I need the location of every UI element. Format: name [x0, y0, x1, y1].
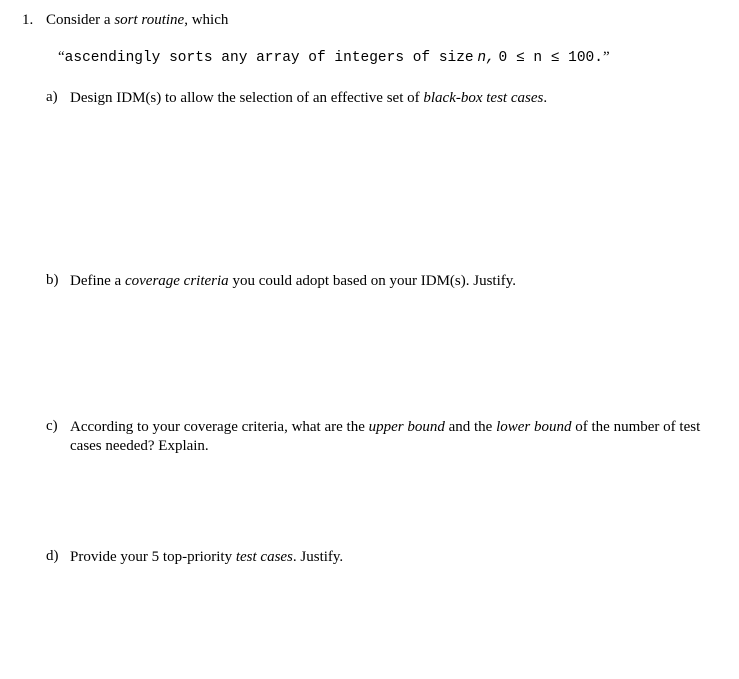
part-d-label: d) — [46, 548, 59, 564]
part-c-italic-1: upper bound — [368, 419, 445, 435]
intro-italic: sort routine — [114, 12, 185, 28]
part-c-text — [70, 418, 716, 456]
intro-text-end: , which — [184, 12, 229, 28]
part-c-italic-2: lower bound — [496, 419, 572, 435]
part-b-italic: coverage criteria — [124, 273, 229, 289]
part-b-text-start: Define a — [70, 273, 125, 289]
part-b-text-end: you could adopt based on your IDM(s). Justify. — [228, 273, 517, 289]
quote-var: n, — [477, 50, 495, 66]
part-c-text-1: According to your coverage criteria, what are the — [70, 419, 369, 435]
part-d-text-end: . Justify. — [292, 549, 344, 565]
part-a-text — [70, 89, 716, 108]
part-a-text-end: . — [543, 90, 548, 106]
part-c-text-3: of the number of test cases needed? Explain. — [70, 419, 701, 454]
part-c-text-2: and the — [444, 419, 497, 435]
part-c-label: c) — [46, 418, 58, 434]
part-b-label: b) — [46, 272, 59, 288]
quote-range: 0 ≤ n ≤ 100. — [498, 50, 603, 66]
part-b-text — [70, 272, 716, 291]
part-a-italic: black-box test cases — [423, 90, 544, 106]
quote-open: “ — [58, 49, 65, 65]
quote-close: ” — [602, 49, 610, 65]
routine-quote — [58, 49, 610, 66]
part-d-italic: test cases — [235, 549, 293, 565]
part-a-label: a) — [46, 89, 58, 105]
question-number: 1. — [22, 12, 34, 28]
quote-code: ascendingly sorts any array of integers of size — [64, 50, 474, 66]
part-a-text-start: Design IDM(s) to allow the selection of an effective set of — [70, 90, 424, 106]
intro-text: Consider a — [46, 12, 115, 28]
question-intro — [46, 12, 228, 29]
part-d-text-start: Provide your 5 top-priority — [70, 549, 236, 565]
part-d-text — [70, 548, 716, 567]
